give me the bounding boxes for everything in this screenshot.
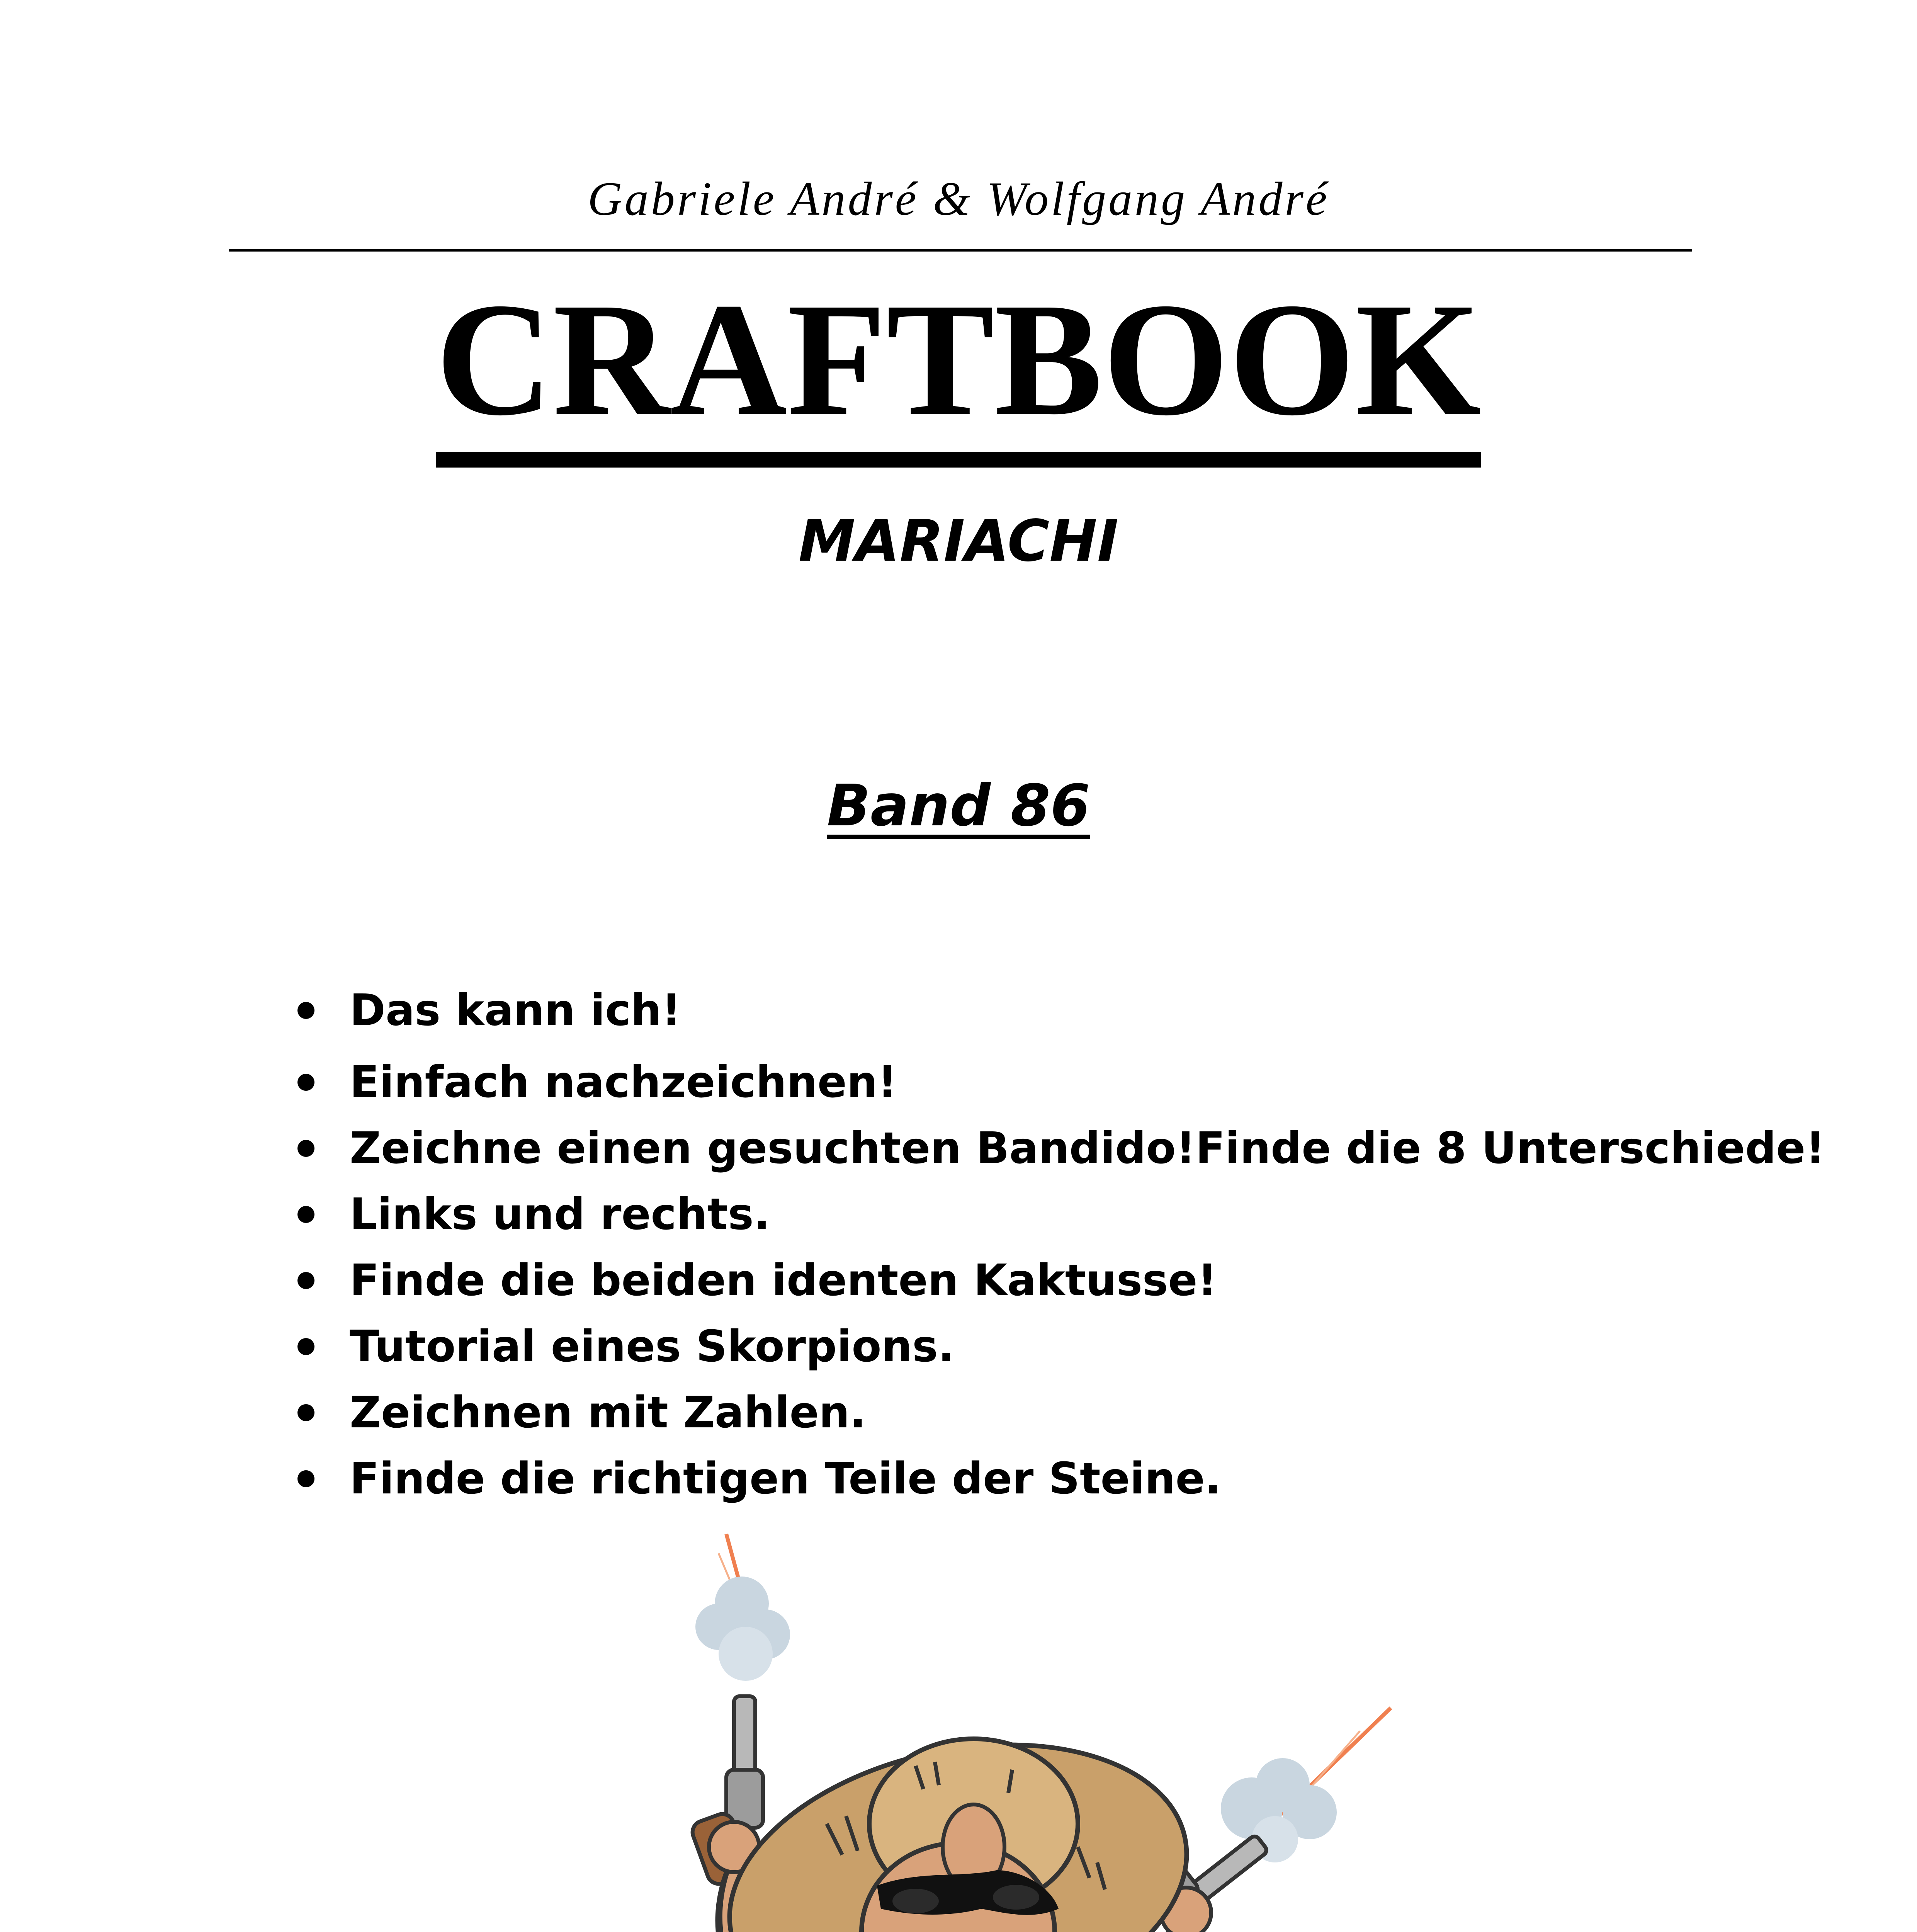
list-item-text: Das kann ich!: [350, 985, 681, 1036]
volume-heading: [0, 767, 1917, 844]
book-title: CRAFTBOOK: [436, 282, 1482, 468]
list-item-text: Tutorial eines Skorpions.: [350, 1321, 955, 1372]
list-item-text: Finde die beiden identen Kaktusse!: [350, 1255, 1217, 1306]
header-divider: [229, 249, 1692, 252]
bullet-icon: [297, 1140, 314, 1157]
volume-label: Band 86: [827, 772, 1090, 839]
mariachi-bandido-illustration: [518, 1530, 1445, 1932]
bullet-icon: [297, 1002, 314, 1019]
bullet-icon: [297, 1404, 314, 1421]
list-item: [286, 983, 1825, 1055]
book-subtitle: MARIACHI: [798, 508, 1119, 574]
list-item: [286, 1452, 1825, 1518]
contents-list: [286, 983, 1825, 1518]
title-block: [0, 269, 1917, 468]
list-item-text: Zeichne einen gesuchten Bandido!Finde die 8 Unterschiede!: [350, 1123, 1825, 1173]
list-item: [286, 1320, 1825, 1386]
list-item: [286, 1055, 1825, 1121]
bullet-icon: [297, 1272, 314, 1289]
list-item: [286, 1187, 1825, 1253]
bullet-icon: [297, 1338, 314, 1355]
left-smoke-puff-icon: [695, 1534, 790, 1681]
bullet-icon: [297, 1206, 314, 1223]
list-item-text: Einfach nachzeichnen!: [350, 1057, 897, 1107]
list-item: [286, 1253, 1825, 1320]
list-item-text: Links und rechts.: [350, 1189, 770, 1240]
author-line: Gabriele André & Wolfgang André: [588, 172, 1329, 225]
bullet-icon: [297, 1074, 314, 1091]
list-item-text: Finde die richtigen Teile der Steine.: [350, 1454, 1222, 1504]
bullet-icon: [297, 1470, 314, 1487]
list-item: [286, 1386, 1825, 1452]
list-item-text: Zeichnen mit Zahlen.: [350, 1388, 866, 1438]
list-item: [286, 1121, 1825, 1187]
